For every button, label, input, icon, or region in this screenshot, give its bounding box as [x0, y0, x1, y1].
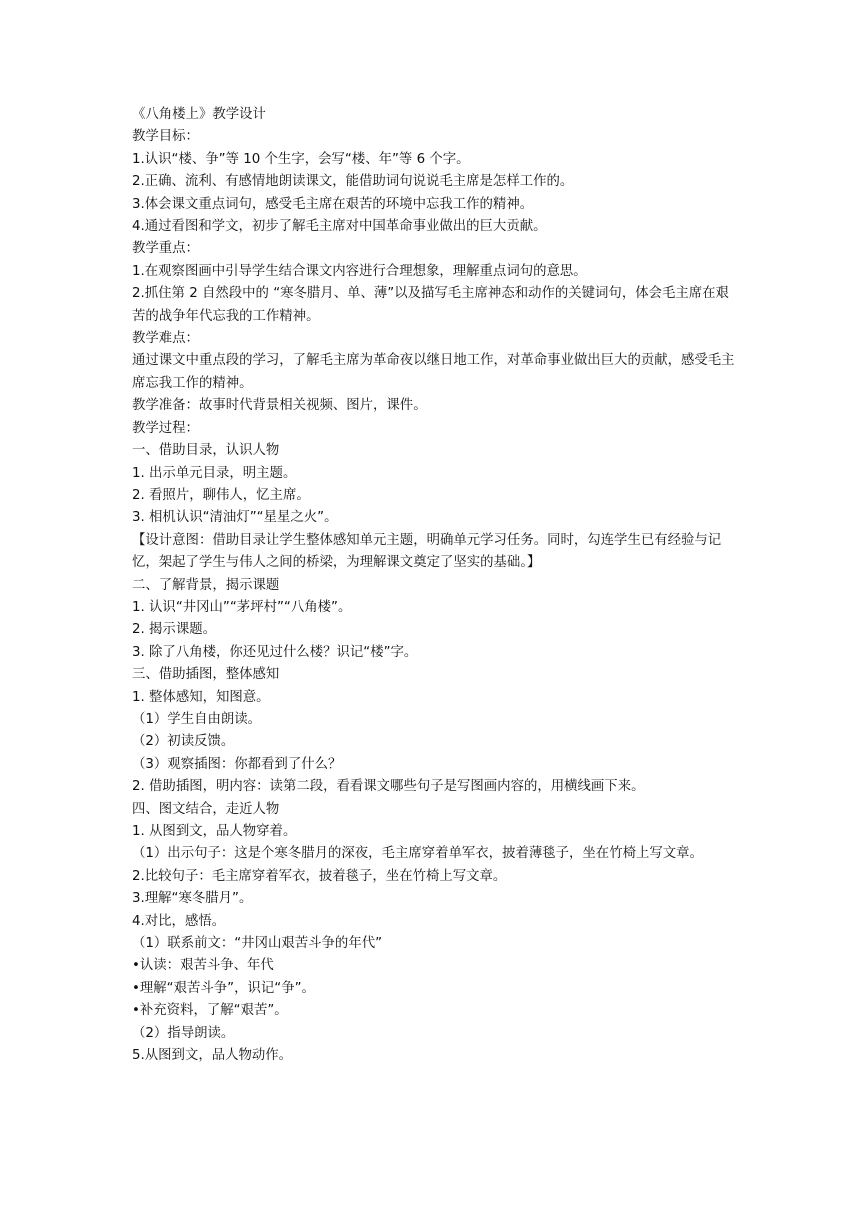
section-heading-key-points: 教学重点： [132, 241, 199, 257]
design-intent-note: 【设计意图：借助目录让学生整体感知单元主题，明确单元学习任务。同时，勾连学生已有经验与记忆，架起了学生与伟人之间的桥梁，为理解课文奠定了坚实的基础。】 [132, 532, 722, 571]
paragraph: （3）观察插图：你都看到了什么？ [132, 756, 342, 772]
paragraph: （1）出示句子：这是个寒冬腊月的深夜，毛主席穿着单军衣，披着薄毯子，坐在竹椅上写文章。 [132, 846, 703, 862]
paragraph: （1）学生自由朗读。 [132, 711, 262, 727]
paragraph: 4.通过看图和学文，初步了解毛主席对中国革命事业做出的巨大贡献。 [132, 219, 547, 235]
bullet-item: •认读：艰苦斗争、年代 [132, 958, 274, 974]
paragraph: 2. 揭示课题。 [132, 622, 216, 638]
paragraph: 教学准备：故事时代背景相关视频、图片，课件。 [132, 398, 427, 414]
paragraph: 1.在观察图画中引导学生结合课文内容进行合理想象，理解重点词句的意思。 [132, 263, 587, 279]
paragraph: 3. 相机认识“清油灯”“星星之火”。 [132, 510, 338, 526]
paragraph: （1）联系前文：“井冈山艰苦斗争的年代” [132, 936, 383, 952]
paragraph: 2.比较句子：毛主席穿着军衣，披着毯子，坐在竹椅上写文章。 [132, 868, 507, 884]
bullet-item: •补充资料，了解“艰苦”。 [132, 1003, 288, 1019]
document-body [132, 104, 740, 1067]
paragraph: 5.从图到文，品人物动作。 [132, 1048, 293, 1064]
document-title: 《八角楼上》教学设计 [132, 107, 266, 122]
step-heading: 二、了解背景，揭示课题 [132, 577, 280, 593]
paragraph: （2）初读反馈。 [132, 734, 235, 750]
paragraph: 3.理解“寒冬腊月”。 [132, 891, 253, 907]
section-heading-process: 教学过程： [132, 420, 199, 436]
paragraph: 1. 整体感知，知图意。 [132, 689, 270, 705]
paragraph: 4.对比，感悟。 [132, 913, 226, 929]
bullet-item: •理解“艰苦斗争”，识记“争”。 [132, 980, 315, 996]
paragraph: 2. 借助插图，明内容：读第二段，看看课文哪些句子是写图画内容的，用横线画下来。 [132, 779, 645, 795]
paragraph: 1. 从图到文，品人物穿着。 [132, 824, 297, 839]
paragraph: 通过课文中重点段的学习，了解毛主席为革命夜以继日地工作，对革命事业做出巨大的贡献，感受毛主席忘我工作的精神。 [132, 353, 735, 391]
paragraph: 1. 出示单元目录，明主题。 [132, 465, 297, 481]
paragraph: 2.正确、流利、有感情地朗读课文，能借助词句说说毛主席是怎样工作的。 [132, 174, 574, 190]
step-heading: 三、借助插图，整体感知 [132, 667, 280, 683]
section-heading-goals: 教学目标： [132, 129, 199, 145]
paragraph: 2.抓住第 2 自然段中的 “寒冬腊月、单、薄”以及描写毛主席神态和动作的关键词句，体会毛主席在艰苦的战争年代忘我的工作精神。 [132, 286, 729, 324]
paragraph: 3. 除了八角楼，你还见过什么楼？识记“楼”字。 [132, 644, 418, 660]
paragraph: 3.体会课文重点词句，感受毛主席在艰苦的环境中忘我工作的精神。 [132, 196, 534, 212]
paragraph: （2）指导朗读。 [132, 1025, 235, 1041]
paragraph: 2. 看照片，聊伟人，忆主席。 [132, 487, 310, 503]
step-heading: 四、图文结合，走近人物 [132, 801, 280, 817]
step-heading: 一、借助目录，认识人物 [132, 443, 280, 459]
section-heading-difficulties: 教学难点： [132, 331, 199, 347]
paragraph: 1.认识“楼、争”等 10 个生字，会写“楼、年”等 6 个字。 [132, 151, 470, 167]
paragraph: 1. 认识“井冈山”“茅坪村”“八角楼”。 [132, 599, 352, 615]
